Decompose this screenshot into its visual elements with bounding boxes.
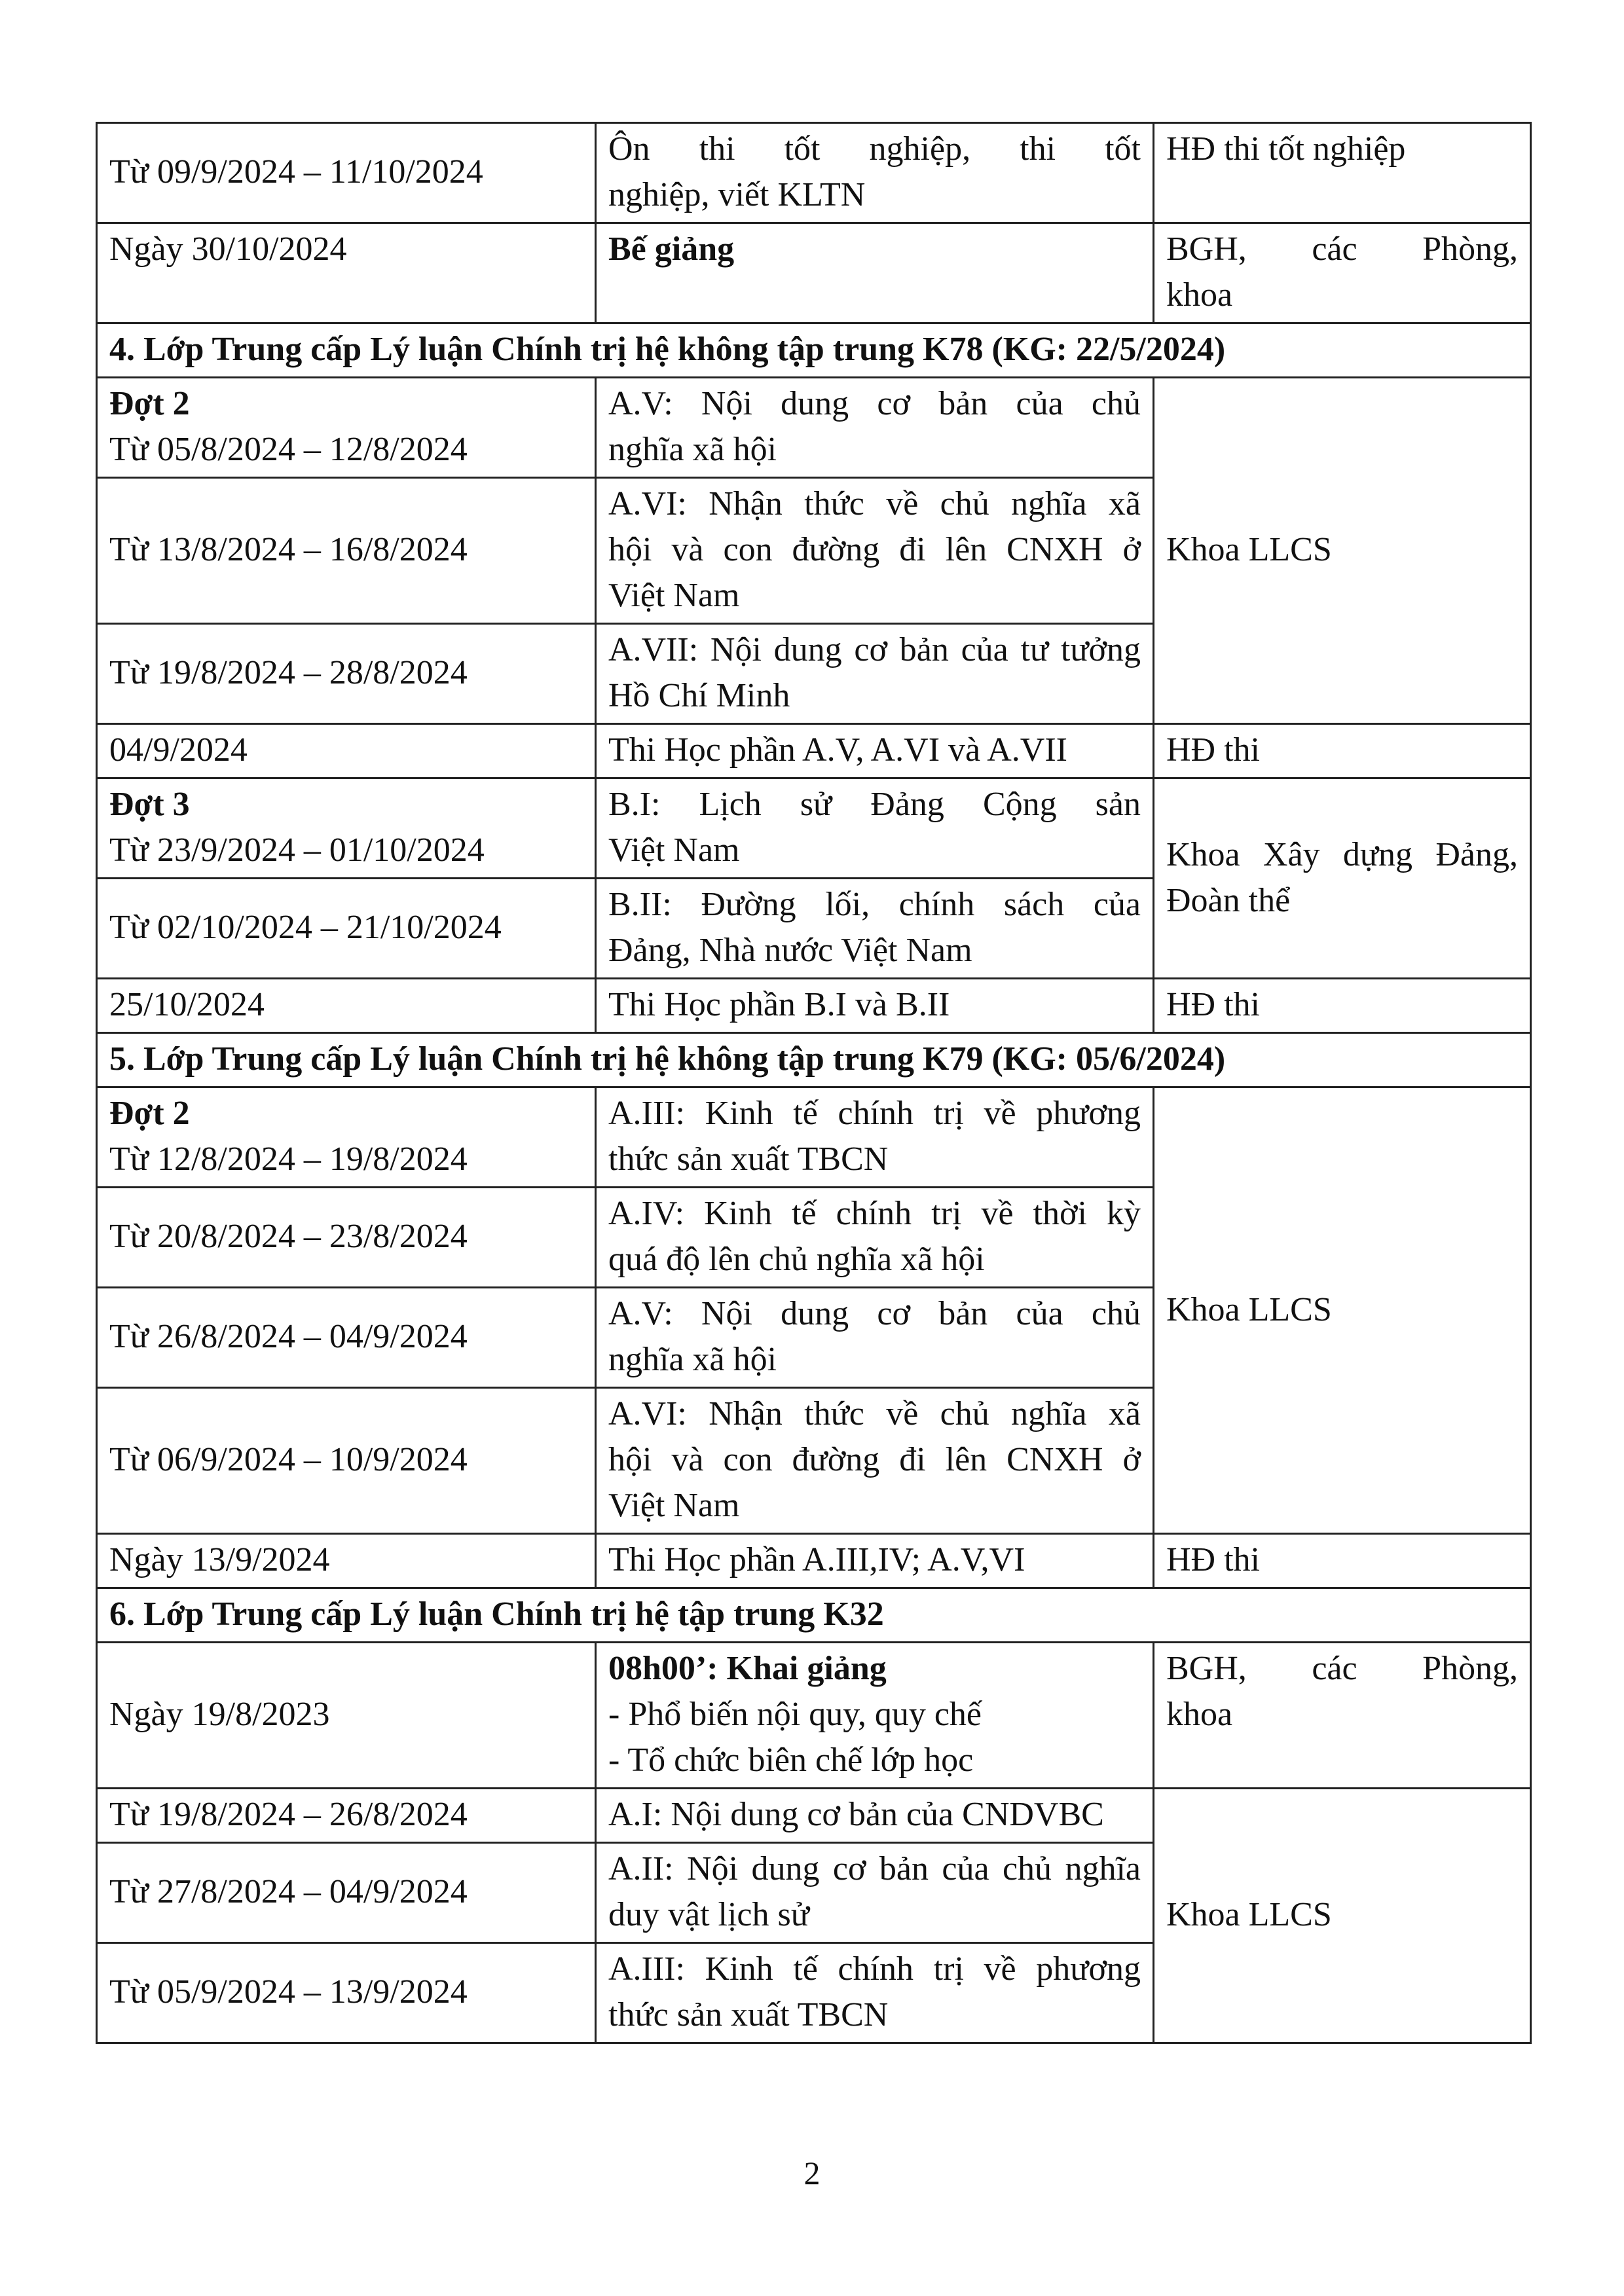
content-cell	[596, 123, 1154, 223]
date-cell	[97, 1288, 596, 1388]
responsible-text: Khoa LLCS	[1166, 1290, 1332, 1328]
content-text: quá độ lên chủ nghĩa xã hội	[608, 1241, 985, 1278]
responsible-text: Đoàn thể	[1166, 881, 1291, 919]
date-cell	[97, 778, 596, 879]
content-text: - Phổ biến nội quy, quy chế	[608, 1696, 982, 1733]
date-cell	[97, 1534, 596, 1588]
table-row	[97, 123, 1531, 223]
date-text: Từ 05/8/2024 – 12/8/2024	[109, 431, 468, 468]
responsible-cell	[1154, 378, 1531, 724]
date-text: Ngày 30/10/2024	[109, 230, 347, 268]
content-text: B.II: Đường lối, chính sách của	[608, 886, 1141, 923]
section-header-row	[97, 1588, 1531, 1643]
content-text: nghĩa xã hội	[608, 431, 777, 468]
content-text: 08h00’: Khai giảng	[608, 1650, 887, 1687]
content-text: A.IV: Kinh tế chính trị về thời kỳ	[608, 1195, 1141, 1232]
table-row	[97, 223, 1531, 323]
content-text: Thi Học phần A.V, A.VI và A.VII	[608, 731, 1067, 769]
section-title: 5. Lớp Trung cấp Lý luận Chính trị hệ không tập trung K79 (KG: 05/6/2024)	[97, 1033, 1531, 1087]
content-text: A.VI: Nhận thức về chủ nghĩa xã	[608, 1395, 1141, 1432]
table-row	[97, 1087, 1531, 1188]
date-cell	[97, 1188, 596, 1288]
content-text: B.I: Lịch sử Đảng Cộng sản	[608, 786, 1141, 823]
responsible-text: HĐ thi	[1166, 731, 1260, 769]
date-text: Đợt 2	[109, 385, 190, 422]
page-number: 2	[803, 2155, 821, 2191]
date-text: Từ 13/8/2024 – 16/8/2024	[109, 531, 468, 568]
date-text: Từ 19/8/2024 – 26/8/2024	[109, 1796, 468, 1833]
date-text: Từ 06/9/2024 – 10/9/2024	[109, 1441, 468, 1478]
content-cell	[596, 724, 1154, 778]
date-text: Từ 27/8/2024 – 04/9/2024	[109, 1873, 468, 1910]
date-text: Từ 12/8/2024 – 19/8/2024	[109, 1140, 468, 1178]
content-text: Việt Nam	[608, 1487, 740, 1524]
content-text: A.II: Nội dung cơ bản của chủ nghĩa	[608, 1850, 1141, 1887]
section-title: 6. Lớp Trung cấp Lý luận Chính trị hệ tập trung K32	[97, 1588, 1531, 1643]
content-text: thức sản xuất TBCN	[608, 1996, 889, 2033]
content-cell	[596, 979, 1154, 1033]
content-text: A.III: Kinh tế chính trị về phương	[608, 1095, 1141, 1132]
content-cell	[596, 1534, 1154, 1588]
date-cell	[97, 624, 596, 724]
date-cell	[97, 879, 596, 979]
responsible-text: HĐ thi tốt nghiệp	[1166, 130, 1406, 168]
responsible-text: HĐ thi	[1166, 986, 1260, 1023]
table-row	[97, 979, 1531, 1033]
content-text: Hồ Chí Minh	[608, 677, 790, 714]
content-text: Việt Nam	[608, 831, 740, 869]
responsible-text: khoa	[1166, 276, 1233, 314]
responsible-cell	[1154, 123, 1531, 223]
responsible-text: Khoa Xây dựng Đảng,	[1166, 835, 1518, 873]
table-row	[97, 1534, 1531, 1588]
date-text: 04/9/2024	[109, 731, 248, 769]
responsible-text: Khoa LLCS	[1166, 1896, 1332, 1933]
date-cell	[97, 1843, 596, 1943]
section-title: 4. Lớp Trung cấp Lý luận Chính trị hệ không tập trung K78 (KG: 22/5/2024)	[97, 323, 1531, 378]
schedule-body	[97, 123, 1531, 2043]
content-text: - Tổ chức biên chế lớp học	[608, 1741, 974, 1779]
date-text: Từ 09/9/2024 – 11/10/2024	[109, 153, 483, 191]
date-text: Từ 23/9/2024 – 01/10/2024	[109, 831, 485, 869]
table-row	[97, 1643, 1531, 1789]
content-cell	[596, 778, 1154, 879]
content-cell	[596, 1087, 1154, 1188]
content-cell	[596, 378, 1154, 478]
schedule-table	[96, 122, 1532, 2044]
date-text: Ngày 19/8/2023	[109, 1696, 330, 1733]
responsible-text: BGH, các Phòng,	[1166, 1650, 1518, 1687]
content-cell	[596, 879, 1154, 979]
content-text: hội và con đường đi lên CNXH ở	[608, 531, 1141, 568]
date-cell	[97, 378, 596, 478]
content-cell	[596, 1789, 1154, 1843]
content-cell	[596, 1943, 1154, 2043]
date-text: Từ 26/8/2024 – 04/9/2024	[109, 1318, 468, 1355]
content-cell	[596, 478, 1154, 624]
section-header-row	[97, 1033, 1531, 1087]
section-header-row	[97, 323, 1531, 378]
content-text: A.III: Kinh tế chính trị về phương	[608, 1950, 1141, 1988]
responsible-cell	[1154, 1643, 1531, 1789]
responsible-cell	[1154, 1534, 1531, 1588]
responsible-cell	[1154, 724, 1531, 778]
responsible-text: HĐ thi	[1166, 1541, 1260, 1578]
date-cell	[97, 1643, 596, 1789]
responsible-text: Khoa LLCS	[1166, 531, 1332, 568]
date-text: Từ 19/8/2024 – 28/8/2024	[109, 654, 468, 691]
content-text: Thi Học phần A.III,IV; A.V,VI	[608, 1541, 1025, 1578]
content-text: A.V: Nội dung cơ bản của chủ	[608, 385, 1141, 422]
content-cell	[596, 1188, 1154, 1288]
content-text: nghiệp, viết KLTN	[608, 176, 866, 213]
date-text: Ngày 13/9/2024	[109, 1541, 330, 1578]
date-text: Đợt 2	[109, 1095, 190, 1132]
table-row	[97, 724, 1531, 778]
date-cell	[97, 1388, 596, 1534]
date-text: Từ 05/9/2024 – 13/9/2024	[109, 1973, 468, 2011]
content-cell	[596, 1388, 1154, 1534]
date-text: 25/10/2024	[109, 986, 265, 1023]
table-row	[97, 778, 1531, 879]
content-cell	[596, 624, 1154, 724]
content-text: Bế giảng	[608, 230, 735, 268]
content-text: A.VII: Nội dung cơ bản của tư tưởng	[608, 631, 1141, 668]
responsible-text: khoa	[1166, 1696, 1233, 1733]
content-text: Đảng, Nhà nước Việt Nam	[608, 932, 972, 969]
content-text: Thi Học phần B.I và B.II	[608, 986, 950, 1023]
date-cell	[97, 979, 596, 1033]
date-cell	[97, 1943, 596, 2043]
date-cell	[97, 724, 596, 778]
table-row	[97, 1789, 1531, 1843]
responsible-cell	[1154, 1789, 1531, 2043]
responsible-text: BGH, các Phòng,	[1166, 230, 1518, 268]
date-cell	[97, 1087, 596, 1188]
content-text: A.I: Nội dung cơ bản của CNDVBC	[608, 1796, 1104, 1833]
content-text: A.VI: Nhận thức về chủ nghĩa xã	[608, 485, 1141, 522]
content-text: Việt Nam	[608, 577, 740, 614]
date-cell	[97, 478, 596, 624]
date-text: Từ 02/10/2024 – 21/10/2024	[109, 909, 502, 946]
responsible-cell	[1154, 1087, 1531, 1534]
content-cell	[596, 223, 1154, 323]
content-cell	[596, 1643, 1154, 1789]
content-cell	[596, 1843, 1154, 1943]
date-cell	[97, 223, 596, 323]
content-text: A.V: Nội dung cơ bản của chủ	[608, 1295, 1141, 1332]
content-text: hội và con đường đi lên CNXH ở	[608, 1441, 1141, 1478]
content-text: Ôn thi tốt nghiệp, thi tốt	[608, 130, 1141, 168]
table-row	[97, 378, 1531, 478]
date-cell	[97, 1789, 596, 1843]
content-text: thức sản xuất TBCN	[608, 1140, 889, 1178]
content-cell	[596, 1288, 1154, 1388]
responsible-cell	[1154, 778, 1531, 979]
content-text: nghĩa xã hội	[608, 1341, 777, 1378]
responsible-cell	[1154, 979, 1531, 1033]
content-text: duy vật lịch sử	[608, 1896, 809, 1933]
date-cell	[97, 123, 596, 223]
date-text: Đợt 3	[109, 786, 190, 823]
date-text: Từ 20/8/2024 – 23/8/2024	[109, 1218, 468, 1255]
responsible-cell	[1154, 223, 1531, 323]
